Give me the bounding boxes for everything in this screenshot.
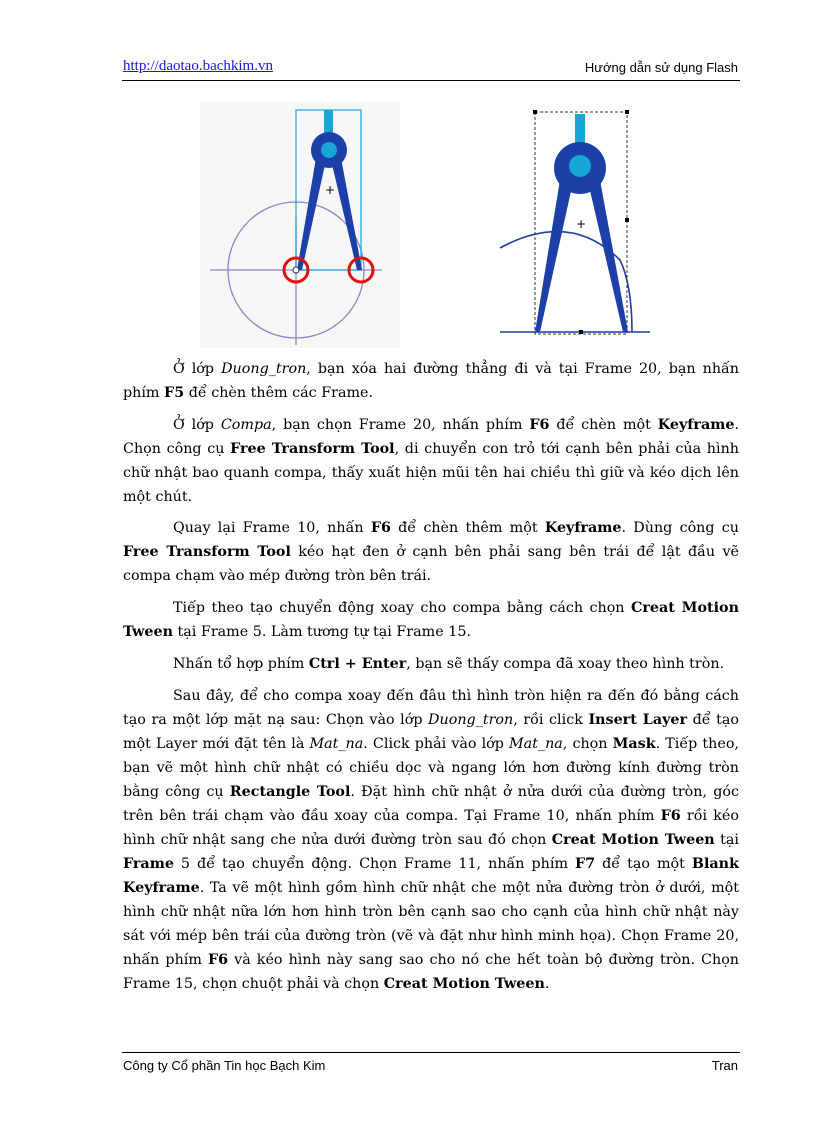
- handle-top-left: [533, 110, 537, 114]
- paragraph-4: Tiếp theo tạo chuyển động xoay cho compa bằng cách chọn Creat Motion Tween tại Frame 5. Làm tương tự tại Frame 15.: [123, 600, 739, 640]
- handle-mid-right: [625, 218, 629, 222]
- pivot-plus-marker: +: [325, 183, 336, 197]
- paragraph-5: Nhấn tổ hợp phím Ctrl + Enter, bạn sẽ thấy compa đã xoay theo hình tròn.: [173, 656, 725, 672]
- footer-page-label: Tran: [711, 1058, 738, 1073]
- footer-divider: [122, 1052, 740, 1053]
- header-title: Hướng dẫn sử dụng Flash: [584, 60, 738, 75]
- right-compass-figure: [500, 110, 650, 334]
- compass-illustration: [200, 100, 660, 350]
- handle-bottom-mid: [579, 330, 583, 334]
- paragraph-1: Ở lớp Duong_tron, bạn xóa hai đường thẳng đi và tại Frame 20, bạn nhấn phím F5 để chèn thêm các Frame.: [123, 361, 739, 401]
- header-divider: [122, 80, 740, 81]
- compass-hinge-center-2: [569, 155, 591, 177]
- header-url-link[interactable]: http://daotao.bachkim.vn: [123, 58, 273, 74]
- left-tip-point: [293, 267, 299, 273]
- compass-right-leg-2: [588, 180, 628, 332]
- left-compass-figure: [200, 102, 400, 348]
- compass-left-leg-2: [535, 180, 573, 332]
- handle-top-right: [625, 110, 629, 114]
- compass-handle-2: [575, 114, 585, 144]
- left-figure-background: [200, 102, 400, 348]
- footer-company: Công ty Cổ phần Tin học Bạch Kim: [123, 1058, 326, 1073]
- paragraph-6: Sau đây, để cho compa xoay đến đâu thì hình tròn hiện ra đến đó bằng cách tạo ra một lớp mặt nạ sau: Chọn vào lớp Duong_tron, rồi click Insert Layer để tạo một Layer mới đặt tên là Mat_na. Click phải vào lớp Mat_na, chọn Mask. Tiếp theo, bạn vẽ một hình chữ nhật có chiều dọc và ngang lớn hơn đường kính đường tròn bằng công cụ Rectangle Tool. Đặt hình chữ nhật ở nửa dưới của đường tròn, góc trên bên trái chạm vào đầu xoay của compa. Tại Frame 10, nhấn phím F6 rồi kéo hình chữ nhật sang che nửa dưới đường tròn sau đó chọn Creat Motion Tween tại Frame 5 để tạo chuyển động. Chọn Frame 11, nhấn phím F7 để tạo một Blank Keyframe. Ta vẽ một hình gồm hình chữ nhật che một nửa đường tròn ở dưới, một hình chữ nhật nữa lớn hơn hình tròn bên cạnh sao cho cạnh của hình chữ nhật này sát với mép bên trái của đường tròn (vẽ và đặt như hình minh họa). Chọn Frame 20, nhấn phím F6 và kéo hình này sang sao cho nó che hết toàn bộ đường tròn. Chọn Frame 15, chọn chuột phải và chọn Creat Motion Tween.: [123, 688, 740, 992]
- paragraph-3: Quay lại Frame 10, nhấn F6 để chèn thêm một Keyframe. Dùng công cụ Free Transform Tool kéo hạt đen ở cạnh bên phải sang bên trái để lật đầu vẽ compa chạm vào mép đường tròn bên trái.: [123, 520, 739, 584]
- paragraph-2: Ở lớp Compa, bạn chọn Frame 20, nhấn phím F6 để chèn một Keyframe. Chọn công cụ Free Transform Tool, di chuyển con trỏ tới cạnh bên phải của hình chữ nhật bao quanh compa, thấy xuất hiện mũi tên hai chiều thì giữ và kéo dịch lên một chút.: [123, 417, 740, 505]
- compass-hinge-center: [321, 142, 337, 158]
- pivot-plus-marker-2: +: [576, 217, 587, 231]
